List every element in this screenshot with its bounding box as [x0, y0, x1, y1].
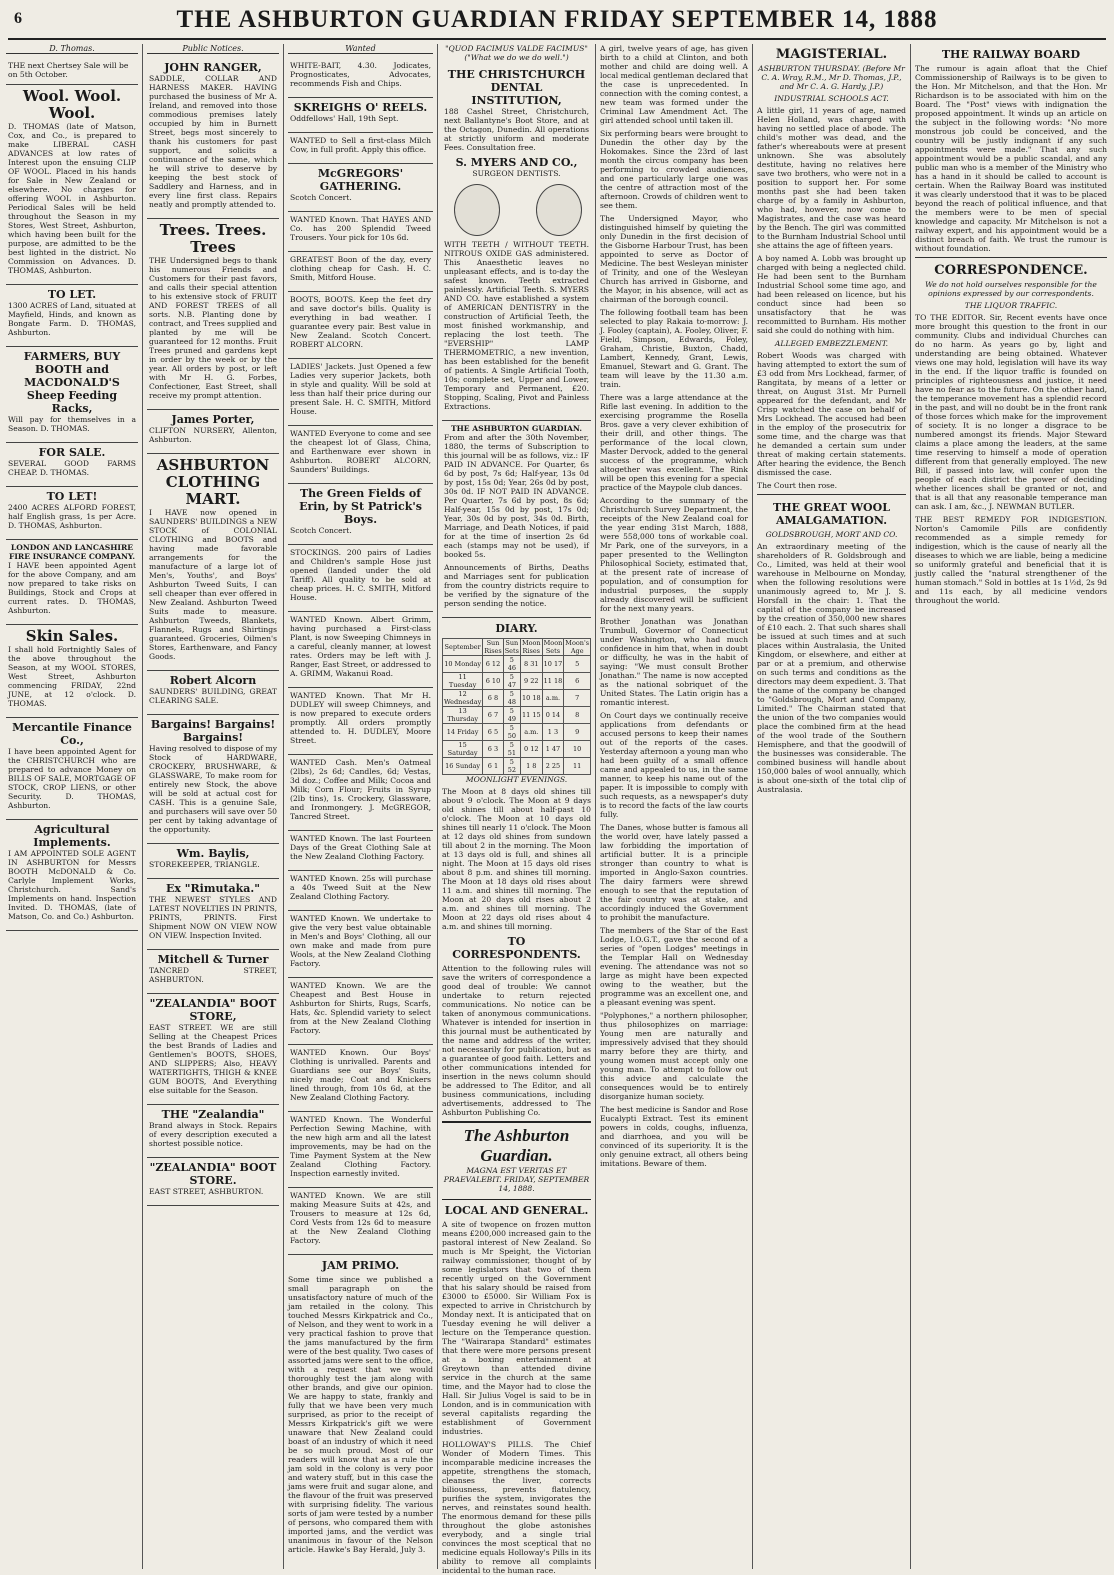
notice: WANTED Known. That HAYES AND Co. has 200 Splendid Tweed Trousers. Your pick for 10s 6d.: [288, 212, 433, 252]
notice: WANTED Known. We are the Cheapest and Best House in Ashburton for Shirts, Rugs, Scarfs, Hats, &c. Splendid variety to select from at the New Zealand Clothing Factory.: [288, 978, 433, 1045]
page-number: 6: [14, 10, 22, 27]
column-rule: [283, 44, 284, 1569]
advert-zealandia-store: "ZEALANDIA" BOOT STORE. EAST STREET, ASHBURTON.: [147, 1158, 279, 1206]
diary-cell: a.m.: [520, 724, 542, 741]
diary-cell: 1 3: [542, 724, 564, 741]
diary-cell: 6 5: [483, 724, 503, 741]
diary-cell: 5 47: [503, 673, 520, 690]
advert-wool: Wool. Wool. Wool. D. THOMAS (late of Matson, Cox, and Co., is prepared to make LIBERAL CASH ADVANCES at low rates of Interest upon the ensuing CLIP OF WOOL. Placed in his hands for Sale in New Zealand or elsewhere. No charges for offering WOOL in Ashburton. Periodical Sales will be held throughout the Season in my Stores, West Street, Ashburton, which having been built for the purpose, are admitted to be the best lighted in the district. No Commission on Advances. D. THOMAS, Ashburton.: [6, 85, 138, 285]
notice: LADIES' Jackets. Just Opened a few Ladies very superior Jackets, both in style and quality. Will be sold at less than half their price during our present Sale. H. C. SMITH, Mitford House.: [288, 359, 433, 426]
diary-cell: 6 1: [483, 758, 503, 775]
advert-to-let: TO LET. 1300 ACRES of Land, situated at Mayfield, Hinds, and known as Bongate Farm. D. THOMAS, Ashburton.: [6, 285, 138, 347]
guardian-leader-banner: The Ashburton Guardian. MAGNA EST VERITAS ET PRAEVALEBIT. FRIDAY, SEPTEMBER 14, 1888.: [442, 1121, 591, 1200]
face-with-teeth-icon: [454, 184, 500, 236]
diary-cell: 5 48: [503, 690, 520, 707]
diary-cell: 11 Tuesday: [443, 673, 483, 690]
notice: WHITE-BAIT, 4.30. Jodicates, Prognosticates, Advocates, recommends Fish and Chips.: [288, 58, 433, 98]
column-rule: [142, 44, 143, 1569]
court-rose: The Court then rose.: [757, 481, 837, 490]
diary-cell: 6 8: [483, 690, 503, 707]
advert-implements: Agricultural Implements. I AM APPOINTED SOLE AGENT IN ASHBURTON for Messrs BOOTH McDONALD & Co. Carlyle Implement Works, Christchurch. Sand's Implements on hand. Inspection Invited. D. THOMAS, (late of Matson, Co. and Co.) Ashburton.: [6, 820, 138, 931]
diary-cell: 14 Friday: [443, 724, 483, 741]
advert-zealandia: "ZEALANDIA" BOOT STORE, EAST STREET. WE are still Selling at the Cheapest Prices the best Brands of Ladies and Gentlemen's BOOTS, SHOES, AND SLIPPERS; Also, HEAVY WATERTIGHTS, THIGH & KNEE GUM BOOTS, And Everything else suitable for the Season.: [147, 994, 279, 1105]
notice: BOOTS, BOOTS. Keep the feet dry and save doctor's bills. Quality is everything in bad weather. I guarantee every pair. Best value in New Zealand. Scotch Concert. ROBERT ALCORN.: [288, 292, 433, 359]
column-header: Public Notices.: [147, 44, 279, 54]
advert-rimutaka: Ex "Rimutaka." THE NEWEST STYLES AND LATEST NOVELTIES IN PRINTS, PRINTS, PRINTS. First Shipment NOW ON VIEW NOW ON VIEW. Inspection Invited.: [147, 879, 279, 950]
news-item: Brother Jonathan was Jonathan Trumbull, Governor of Connecticut under Washington, who had much confidence in him that, when in doubt or difficulty, he was in the habit of saying: "We must consult Brother Jonathan." The name is now accepted as the national sobriquet of the United States. The Latin origin has a romantic interest.: [600, 617, 748, 707]
advert-skin-sales: Skin Sales. I shall hold Fortnightly Sales of the above throughout the Season, at my WOOL STORES, West Street, Ashburton commencing FRIDAY, 22nd JUNE, at 12 o'clock. D. THOMAS.: [6, 625, 138, 718]
diary-cell: 11 18: [542, 673, 564, 690]
advert-insurance: LONDON AND LANCASHIRE FIRE INSURANCE COMPANY. I HAVE been appointed Agent for the above Company, and am now prepared to take risks on Buildings, Stock and Crops at current rates. D. THOMAS, Ashburton.: [6, 540, 138, 625]
correspondence: CORRESPONDENCE. We do not hold ourselves responsible for the opinions expressed by our correspondents.: [915, 257, 1107, 298]
notice-green-fields: The Green Fields of Erin, by St Patrick's Boys. Scotch Concert.: [288, 484, 433, 545]
advert-trees: Trees. Trees. Trees THE Undersigned begs to thank his numerous Friends and Customers for their past favors, and calls their special attention to his extensive stock of FRUIT AND FOREST TREES of all sorts. N.B. Planting done by contract, and Trees supplied and planted by me will be guaranteed for 12 months. Fruit Trees pruned and gardens kept in order by the week or by the year. All orders by post, or left with Mr H. G. Forbes, Confectioner, East Street, shall receive my prompt attention.: [147, 219, 279, 410]
diary-cell: 15 Saturday: [443, 741, 483, 758]
diary-cell: 2 25: [542, 758, 564, 775]
notice: WANTED Known. Albert Grimm, having purchased a First-class Plant, is now Sweeping Chimneys in a careful, cleanly manner, at lowest rates. Orders may be left with J. Ranger, East Street, or addressed to A. GRIMM, Wakanui Road.: [288, 612, 433, 688]
notice: WANTED to Sell a first-class Milch Cow, in full profit. Apply this office.: [288, 133, 433, 164]
camomile-pills: THE BEST REMEDY FOR INDIGESTION. Norton's Camomile Pills are confidently recommended as a simple remedy for indigestion, which is the cause of nearly all the diseases to which we are liable, being a medicine so uniformly grateful and beneficial that it is justly called the "natural strengthener of the human stomach." Sold in bottles at 1s 1½d, 2s 9d and 11s each, by all medicine vendors throughout the world.: [915, 515, 1107, 605]
notice: WANTED Known. The last Fourteen Days of the Great Clothing Sale at the New Zealand Clothing Factory.: [288, 831, 433, 871]
notice-gathering: McGREGORS' GATHERING. Scotch Concert.: [288, 164, 433, 212]
diary-cell: 5: [564, 656, 591, 673]
subscription-terms: THE ASHBURTON GUARDIAN. From and after the 30th November, 1880, the terms of Subscription to this journal will be as follows, viz.: IF PAID IN ADVANCE. For Quarter, 6s 6d by post, 7s 6d; Half-year, 13s 0d by post, 15s 0d; Year, 26s 0d by post, 30s 0d. IF NOT PAID IN ADVANCE. Per Quarter, 7s 6d by post, 8s 6d; Half-year, 15s 0d by post, 17s 0d; Year, 30s 0d by post, 34s 0d. Birth, Marriage, and Death Notices, if paid for at the time of insertion 2s 6d each (stamps may not be used), if booked 5s. Announcements of Births, Deaths and Marriages sent for publication from the country districts require to be verified by the signature of the person sending the notice.: [442, 421, 591, 618]
diary-heading: DIARY.: [495, 622, 538, 635]
masthead-rule: [8, 38, 1106, 40]
face-without-teeth-icon: [536, 184, 582, 236]
news-item: A girl, twelve years of age, has given birth to a child at Clinton, and both mother and child are doing well. A local medical gentleman declared that the case is unprecedented. In connection with the coming contest, a new team was formed under the Criminal Law Amendment Act. The girl attended school until taken ill.: [600, 44, 748, 125]
advert-to-let-alford: TO LET! 2400 ACRES ALFORD FOREST, half English grass, 1s per Acre. D. THOMAS, Ashburton.: [6, 487, 138, 540]
holloways-pills: HOLLOWAY'S PILLS. The Chief Wonder of Modern Times. This incomparable medicine increases the appetite, strengthens the stomach, cleanses the liver, corrects biliousness, prevents flatulency, purifies the system, invigorates the nerves, and reinstates sound health. The enormous demand for these pills throughout the globe astonishes everybody, and a single trial convinces the most sceptical that no medicine equals Holloway's Pills in its ability to remove all complaints incidental to the human race.: [442, 1440, 591, 1575]
diary-cell: 8 31: [520, 656, 542, 673]
notice: WANTED Known. 25s will purchase a 40s Tweed Suit at the New Zealand Clothing Factory.: [288, 871, 433, 911]
advert-sheep-racks: FARMERS, BUY BOOTH and MACDONALD'S Sheep Feeding Racks, Will pay for themselves in a Season. D. THOMAS.: [6, 347, 138, 443]
diary-cell: 1 47: [542, 741, 564, 758]
news-item: On Court days we continually receive applications from defendants or accused persons to keep their names out of the reports of the cases. Yesterday afternoon a young man who had been guilty of a small offence came and appealed to us, in the same manner, to keep his name out of the paper. It is impossible to comply with such requests, as a newspaper's duty is to record the facts of the law courts fully.: [600, 711, 748, 819]
diary-cell: 10: [564, 741, 591, 758]
diary-body: [443, 656, 591, 775]
diary-cell: 0 14: [542, 707, 564, 724]
column-rule: [752, 44, 753, 1569]
news-item: The following football team has been selected to play Rakaia to-morrow: J. J. Fooley (captain), A. Fooley, Oliver, F. Field, Simpson, Edwards, Foley, Graham, Christie, Buxton, Chadd, Lambert, Kennedy, Grant, Lewis, Emanuel, Stewart and G. Grant. The team will leave by the 11.30 a.m. train.: [600, 308, 748, 389]
diary-cell: 10 Monday: [443, 656, 483, 673]
diary-header-row: September Sun Rises Sun Sets Moon Rises Moon Sets Moon's Age: [443, 639, 591, 656]
liquor-traffic: THE LIQUOR TRAFFIC. TO THE EDITOR. Sir, Recent events have once more brought this question to the front in our community. Clubs and individual Churches can do no harm. As years go by, light and understanding are being obtained. Whatever views one may hold, legislation will have its way in the end. If the liquor traffic is founded on principles of righteousness and justice, it need have no fear as to the future. On the other hand, the temperance movement has a splendid record in the past, and will no doubt be in the front rank of those forces which make for the improvement of society. It is no longer a disgrace to be numbered amongst its friends. Major Steward claims a place among the leaders, at the same time reserving to himself a mode of operation different from that generally employed. The new Bill, if passed into law, will confer upon the people of each district the power of deciding whether licences shall be granted or not, and that is all that any reasonable temperance man can ask. I am, &c., J. NEWMAN BUTLER.: [915, 301, 1107, 511]
advert-for-sale: FOR SALE. SEVERAL GOOD FARMS CHEAP. D. THOMAS.: [6, 443, 138, 487]
diary-cell: 5 51: [503, 741, 520, 758]
diary-row: [443, 758, 591, 775]
column-header: Wanted: [288, 44, 433, 54]
court-case: A boy named A. Lobb was brought up charged with being a neglected child. He had been sent to the Burnham Industrial School some time ago, and had been released on licence, but his conduct since had been so unsatisfactory that he was recommitted to Burnham. His mother said she could do nothing with him.: [757, 254, 906, 335]
news-item: "Polyphones," a northern philosopher, thus philosophizes on marriage: Young men are naturally and impressively advised that they should marry before they are thirty, and young women must accept only one young man. To attempt to follow out this advice and calculate the consequences would be to entirely disorganize human society.: [600, 1011, 748, 1101]
diary-cell: 11: [564, 758, 591, 775]
diary-cell: a.m.: [542, 690, 564, 707]
news-item: The best medicine is Sandor and Rose Eucalypti Extract. Test its eminent powers in colds, coughs, influenza, and diarrhoea, and you will be convinced of its superiority. It is the only genuine extract, all others being imitations. Beware of them.: [600, 1105, 748, 1168]
newspaper-title: THE ASHBURTON GUARDIAN FRIDAY SEPTEMBER 14, 1888: [176, 6, 938, 33]
diary-row: [443, 741, 591, 758]
notice: WANTED Known. We undertake to give the very best value obtainable in Men's and Boys' Clothing, all our own make and made from pure Wools, at the New Zealand Clothing Factory.: [288, 911, 433, 978]
column-4: [442, 44, 591, 1575]
news-item: The members of the Star of the East Lodge, I.O.G.T., gave the second of a series of "open Lodges" meetings in the Templar Hall on Wednesday evening. The attendance was not so large as might have been expected owing to the weather, but the programme was an excellent one, and a pleasant evening was spent.: [600, 926, 748, 1007]
railway-board: THE RAILWAY BOARD The rumour is again afloat that the Chief Commissionership of Railways is to be given to the Hon. Mr Mitchelson, and that the Hon. Mr Richardson is to be associated with him on the Board. The "Post" views with indignation the proposed appointment. It winds up an article on the subject in the following words: "No more monstrous job could be conceived, and the country will be justly indignant if any such appointments were made." That any such appointment would be a public scandal, and any public man who is a member of the Ministry who has a hand in it should be called to account is certain. When the Railway Board was instituted it was clearly understood that it was to be placed beyond the reach of political influence, and that the members were to be men of special knowledge and capacity. Mr Mitchelson is not a railway expert, and his appointment would be a distinct breach of faith. We trust the rumour is without foundation.: [915, 48, 1107, 253]
diary-table: [442, 638, 591, 775]
diary-cell: 10 18: [520, 690, 542, 707]
advert-dental: THE CHRISTCHURCH DENTAL INSTITUTION, 188 Cashel Street, Christchurch, next Ballantyne's Boot Store, and at the Octagon, Dunedin. All operations at strictly uniform and moderate Fees. Consultation free. S. MYERS AND CO., SURGEON DENTISTS. WITH TEETH / WITHOUT TEETH. NITROUS OXIDE GAS administered. This Anaesthetic leaves no unpleasant effects, and is to-day the safest known. Teeth extracted painlessly. Artificial Teeth. S. MYERS AND CO. have established a system of AMERICAN DENTISTRY in the construction of Artificial Teeth, the most finished workmanship, and replacing the lost teeth. The "EVERSHIP" LAMP THERMOMETRIC, a new invention, has been established for the benefit of patients. A Single Artificial Tooth, 10s; complete set, Upper and Lower, Temporary and Permanent, £20. Stopping, Scaling, Pivot and Painless Extractions.: [442, 65, 591, 421]
wool-amalgamation: THE GREAT WOOL AMALGAMATION. GOLDSBROUGH, MORT AND CO. An extraordinary meeting of the shareholders of R. Goldsbrough and Co., Limited, was held at their wool warehouse in Melbourne on Monday, when the following resolutions were unanimously agreed to, Mr J. S. Horsfall in the chair: 1. That the capital of the company be increased by the creation of 350,000 new shares of £10 each. 2. That such shares shall be issued at such times and at such places within Australasia, the United Kingdom, or elsewhere, and either at par or at a premium, and otherwise on such terms and conditions as the directors may deem expedient. 3. That the name of the company be changed to "Goldsbrough, Mort and Company, Limited." The Chairman stated that the union of the two companies would place the combined firm at the head of the wool trade of the Southern Hemisphere, and that the goodwill of the businesses was considerable. The combined business will handle about 150,000 bales of wool annually, which is about one-sixth of the total clip of Australasia.: [757, 494, 906, 794]
diary-cell: 11 15: [520, 707, 542, 724]
advert-porter: James Porter, CLIFTON NURSERY, Allenton, Ashburton.: [147, 410, 279, 454]
advert-alcorn: Robert Alcorn SAUNDERS' BUILDING, GREAT CLEARING SALE.: [147, 671, 279, 715]
diary-cell: 8: [564, 707, 591, 724]
alleged-embezzlement: ALLEGED EMBEZZLEMENT. Robert Woods was charged with having attempted to extort the sum of £3 odd from Mrs Lockhead, farmer, of Rangitata, by means of a letter or threat, on August 31st. Mr Purnell appeared for the defendant, and Mr Crisp watched the case on behalf of Mrs Lockhead. The accused had been in the employ of the prosecutrix for some time, and the charge was that he demanded a certain sum under threat of making certain statements. After hearing the evidence, the Bench dismissed the case.: [757, 339, 906, 477]
advert-clothing-mart: ASHBURTON CLOTHING MART. I HAVE now opened in SAUNDERS' BUILDINGS a NEW STOCK of COLONIAL CLOTHING and BOOTS and having made favorable arrangements for the manufacture of a large lot of Men's, Youths', and Boys' Ashburton Tweed Suits, I can sell cheaper than ever offered in New Zealand. Ashburton Tweed Suits made to measure. Ashburton Tweeds, Blankets, Flannels, Rugs and Shirtings guaranteed. Groceries, Oilmen's Stores, Earthenware, and Fancy Goods.: [147, 454, 279, 671]
news-item: The Undersigned Mayor, who distinguished himself by quieting the only Dunedin in the first decision of the Gisborne Harbour Trust, has been appointed to serve as Doctor of Medicine. The best Wesleyan minister of Trinity, and one of the Wesleyan Church has arrived in Gisborne, and the Mayor, in his absence, will act as chairman of the borough council.: [600, 214, 748, 304]
advert-baylis: Wm. Baylis, STOREKEEPER, TRIANGLE.: [147, 844, 279, 879]
news-item: According to the summary of the Christchurch Survey Department, the receipts of the New Zealand coal for the year ending 31st March, 1888, were 558,000 tons of workable coal. Mr Park, one of the surveyors, in a paper presented to the Wellington Philosophical Society, estimated that, at the present rate of increase of population, and of consumption for industrial purposes, the supply already discovered will be sufficient for the next many years.: [600, 496, 748, 613]
diary-row: [443, 656, 591, 673]
diary-cell: 5 50: [503, 724, 520, 741]
notice: WANTED Known. Our Boys' Clothing is unrivalled. Parents and Guardians see our Boys' Suits, nicely made; Coat and Knickers lined through, from 10s 6d, at the New Zealand Clothing Factory.: [288, 1045, 433, 1112]
diary-cell: 5 52: [503, 758, 520, 775]
column-2: [147, 44, 279, 1571]
column-rule: [437, 44, 438, 1569]
column-rule: [910, 44, 911, 1569]
masthead: [0, 0, 1114, 42]
diary-cell: 13 Thursday: [443, 707, 483, 724]
notice: WANTED Cash. Men's Oatmeal (2lbs), 2s 6d; Candles, 6d; Vestas, 3d doz.; Coffee and Milk; Cocoa and Milk; Corn Flour; Fruits in Syrup (2lb tins), 1s. Crockery, Glassware, and Ironmongery. J. McGREGOR, Tancred Street.: [288, 755, 433, 831]
diary-cell: 6 12: [483, 656, 503, 673]
notice: WANTED Known. The Wonderful Perfection Sewing Machine, with the new high arm and all the latest improvements, may be had on the Time Payment System at the New Zealand Clothing Factory. Inspection earnestly invited.: [288, 1112, 433, 1188]
diary-cell: 12 Wednesday: [444, 690, 482, 706]
local-and-general: LOCAL AND GENERAL. A site of twopence on frozen mutton means £200,000 increased gain to the pastoral interest of New Zealand. So much is Mr Speight, the Victorian railway commissioner, thought of by some legislators that two of them recently urged on the Government that his salary should be raised from £3000 to £5000. Sir William Fox is expected to arrive in Christchurch by Monday next. It is anticipated that on Tuesday evening he will deliver a lecture on the Temperance question. The "Wairarapa Standard" estimates that there were more persons present at a boxing entertainment at Greytown than attended divine service in the church at the same time, and the Mayor had to close the Hall. Sir Julius Vogel is said to be in London, and is in communication with several capitalists regarding the establishment of Government industries.: [442, 1204, 591, 1436]
column-1: [6, 44, 138, 1571]
column-header: D. Thomas.: [6, 44, 138, 54]
diary-row: [443, 690, 591, 707]
notice: WANTED Everyone to come and see the cheapest lot of Glass, China, and Earthenware ever shown in Ashburton. ROBERT ALCORN, Saunders' Buildings.: [288, 426, 433, 484]
column-3: [288, 44, 433, 1571]
diary-row: [443, 724, 591, 741]
diary-cell: 16 Sunday: [443, 758, 483, 775]
advert-zealandia-brand: THE "Zealandia" Brand always in Stock. Repairs of every description executed a shortest possible notice.: [147, 1105, 279, 1158]
diary-cell: 7: [564, 690, 591, 707]
diary-cell: 5 49: [503, 707, 520, 724]
advert-mitchell-turner: Mitchell & Turner TANCRED STREET, ASHBURTON.: [147, 950, 279, 994]
dental-illustration: [444, 182, 594, 236]
diary-cell: 6 10: [483, 673, 503, 690]
diary-cell: 10 17: [542, 656, 564, 673]
industrial-schools-act: INDUSTRIAL SCHOOLS ACT. A little girl, 11 years of age, named Helen Holland, was charged with having no settled place of abode. The child's mother was dead, and the father's whereabouts were at present unknown. She was absolutely destitute, having no relatives here save two brothers, who were not in a position to support her. For some months past she had been taken charge of by a family in Ashburton, who had, however, now come to Magistrates, and the case was heard by the Bench. The girl was committed to the Burnham Industrial School until she attains the age of fifteen years.: [757, 94, 906, 250]
diary-cell: 6: [564, 673, 591, 690]
magisterial-section: MAGISTERIAL. ASHBURTON THURSDAY. (Before Mr C. A. Wray, R.M., Mr D. Thomas, J.P., and Mr C. A. G. Hardy, J.P.): [758, 47, 905, 91]
column-7: [915, 44, 1107, 1571]
advert-mercantile-finance: Mercantile Finance Co., I have been appointed Agent for the CHRISTCHURCH who are prepared to advance Money on BILLS OF SALE, MORTGAGE OF STOCK, CROP LIENS, or other Security. D. THOMAS, Ashburton.: [6, 718, 138, 820]
article-jam-primo: JAM PRIMO. Some time since we published a small paragraph on the unsatisfactory nature of much of the jam retailed in the colony. This touched Messrs Kirkpatrick and Co., of Nelson, and they went to work in a very practical fashion to prove that the jams manufactured by the firm were of the best quality. Two cases of assorted jams were sent to the office, with a request that we would thoroughly test the jam along with other brands, and give our opinion. We are happy to state, frankly and fully that we have been very much surprised, as prior to the receipt of Messrs Kirkpatrick's gift we were unaware that New Zealand could boast of an industry of which it need be so much proud. Most of our readers will know that as a rule the jam sold in the colony is very poor and watery stuff, but in this case the jams were fruit and sugar alone, and the flavour of the fruit was preserved with surprising fidelity. The various sorts of jam were tested by a number of persons, who compared them with imported jams, and the verdict was unanimous in favour of the Nelson article. Hawke's Bay Herald, July 3.: [288, 1259, 433, 1554]
news-item: The Danes, whose butter is famous all the world over, have lately passed a law forbidding the importation of artificial butter. It is a principle stronger than country to what is imported in Anglo-Saxon countries. The dairy farmers were shrewd enough to see that the reputation of the fair country was at stake, and accordingly induced the Government to prohibit the manufacture.: [600, 823, 748, 922]
column-5: [600, 44, 748, 1571]
notice: GREATEST Boon of the day, every clothing cheap for Cash. H. C. Smith, Mitford House.: [288, 252, 433, 292]
news-item: Six performing bears were brought to Dunedin the other day by the Hokomakes. Since the 23rd of last month the circus company has been performing to crowded audiences, and one particularly large one was the centre of attraction most of the afternoon. Crowds of children went to see them.: [600, 129, 748, 210]
diary-row: [443, 673, 591, 690]
diary-cell: 0 12: [520, 741, 542, 758]
motto: "QUOD FACIMUS VALDE FACIMUS" ("What we do we do well."): [445, 44, 588, 62]
notice-reels: SKREIGHS O' REELS. Oddfellows' Hall, 19th Sept.: [288, 98, 433, 133]
notice: THE next Chertsey Sale will be on 5th October.: [6, 58, 138, 85]
advert-bargains: Bargains! Bargains! Bargains! Having resolved to dispose of my Stock of HARDWARE, CROCKERY, BRUSHWARE, & GLASSWARE, To make room for entirely new Stock, the above will be sold at actual cost for CASH. This is a genuine Sale, and purchasers will save over 50 per cent by taking advantage of the opportunity.: [147, 715, 279, 844]
notice: WANTED Known. We are still making Measure Suits at 42s, and Trousers to measure at 12s 6d, Cord Vests from 12s 6d to measure at the New Zealand Clothing Factory.: [288, 1188, 433, 1255]
advert-ranger: JOHN RANGER, SADDLE, COLLAR AND HARNESS MAKER. HAVING purchased the business of Mr A. Ireland, and removed into those commodious premises lately occupied by him in Burnett Street, begs most sincerely to thank his customers for past support, and solicits a continuance of the same, which he will strive to deserve by keeping the best stock of Saddlery and Harness, and in every line first class. Repairs neatly and promptly attended to.: [147, 58, 279, 219]
moonlight-evenings: MOONLIGHT EVENINGS. The Moon at 8 days old shines till about 9 o'clock. The Moon at 9 days old shines till about half-past 10 o'clock. The Moon at 10 days old shines till nearly 11 o'clock. The Moon at 12 days old shines from sundown till about 2 in the morning. The Moon at 13 days old is full, and shines all night. The Moon at 15 days old rises about 8 p.m. and shines till morning. The Moon at 18 days old rises about 11 a.m. and shines till morning. The Moon at 20 days old rises about 2 a.m. and shines till morning. The Moon at 22 days old rises about 4 a.m. and shines till morning.: [442, 775, 591, 931]
column-rule: [595, 44, 596, 1569]
column-6: [757, 44, 906, 1571]
notice: WANTED Known. That Mr H. DUDLEY will sweep Chimneys, and is now prepared to execute orders promptly. All orders promptly attended to. H. DUDLEY, Moore Street.: [288, 688, 433, 755]
diary-row: [443, 707, 591, 724]
to-correspondents: TO CORRESPONDENTS. Attention to the following rules will save the writers of correspondence a good deal of trouble: We cannot undertake to return rejected communications. No notice can be taken of anonymous communications. Whatever is intended for insertion in this journal must be authenticated by the name and address of the writer, not necessarily for publication, but as a guarantee of good faith. Letters and other communications intended for insertion in the news column should be addressed to The Editor, and all business communications, including advertisements, addressed to The Ashburton Publishing Co.: [442, 935, 591, 1117]
diary-cell: 9: [564, 724, 591, 741]
diary-cell: 6 7: [483, 707, 503, 724]
diary-cell: 9 22: [520, 673, 542, 690]
diary-cell: 6 3: [483, 741, 503, 758]
news-item: There was a large attendance at the Rifle last evening. In addition to the exercising programme the Rosella Bros. gave a very clever exhibition of their drill, and other things. The performance of the local clown, Master Dervock, added to the general success of the programme, which altogether was excellent. The Rink will be open this evening for a special practice of the Maypole club dances.: [600, 393, 748, 492]
notice: STOCKINGS. 200 pairs of Ladies and Children's sample Hose just opened (landed under the old Tariff). All quality to be sold at cheap prices. H. C. SMITH, Mitford House.: [288, 545, 433, 612]
diary-cell: 1 8: [520, 758, 542, 775]
diary-cell: 5 46: [503, 656, 520, 673]
